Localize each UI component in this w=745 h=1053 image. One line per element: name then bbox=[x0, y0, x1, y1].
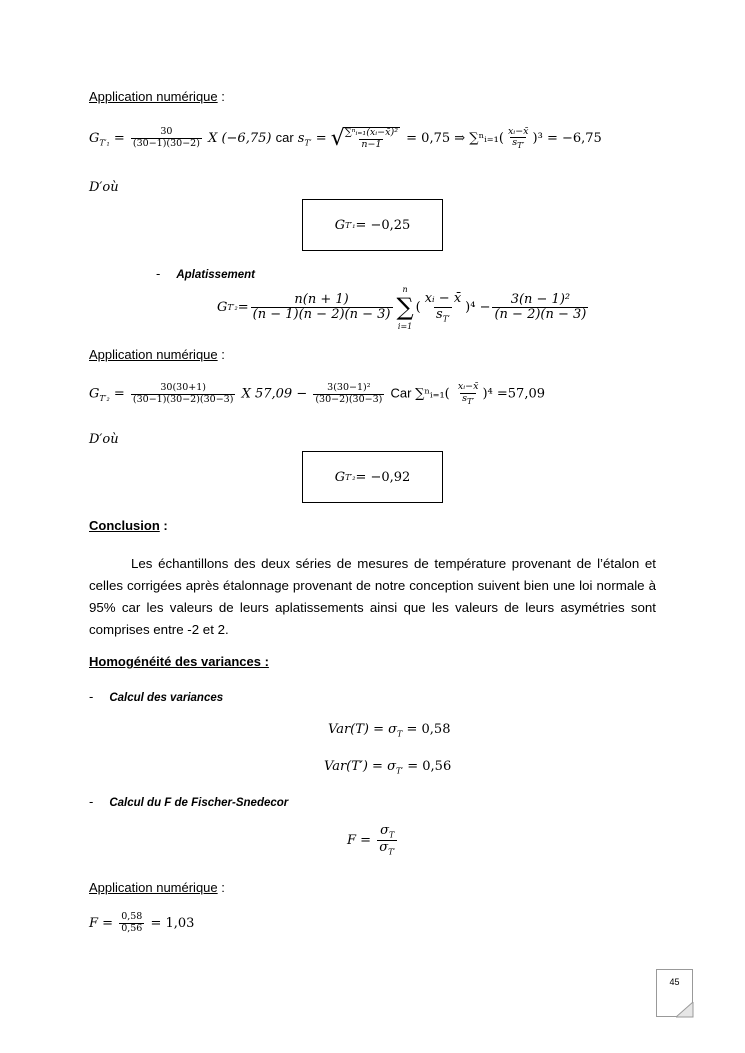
kurtosis-formula: G T′₂ = $\frac{n(n + 1)}{(n - 1)(n - 2)(n - 3)}$ n ∑ i=1 ( $\frac{\text{xᵢ − x̄}}{s_{T'}}$ )⁴ − $\frac{\text{3(n − 1)²}}{(n - 2)(n - 3)}$ bbox=[217, 285, 587, 331]
calc-f-item: - Calcul du F de Fischer-Snedecor bbox=[89, 794, 289, 809]
result-box-skewness: G T′₁ = −0,25 bbox=[302, 199, 443, 251]
equation-skewness-numeric: $G_{T'_1}$ = $\frac{30}{(30-1)(30-2)}$ X (−6,75) car $s_{T'}$ = √ $\frac{\text{∑ⁿᵢ₌₁(xᵢ−x̄)²}}{n-1}$ = 0,75 ⇒ ∑ⁿᵢ₌₁( $\frac{\text{xᵢ−x̄}}{s_{T'}}$ )³ = −6,75 bbox=[89, 125, 602, 151]
homogeneity-heading: Homogénéité des variances : bbox=[89, 654, 269, 669]
equation-kurtosis-numeric: $G_{T'_2}$ = $\frac{30(30+1)}{(30-1)(30-2)(30-3)}$ X 57,09 − $\frac{\text{3(30−1)²}}{(30-2)(30-3)}$ Car ∑ⁿᵢ₌₁( $\frac{\text{xᵢ−x̄}}{s_{T'}}$ )⁴ =57,09 bbox=[89, 381, 545, 406]
dou-label-1: D′où bbox=[89, 180, 119, 195]
calc-variances-item: - Calcul des variances bbox=[89, 689, 224, 704]
conclusion-paragraph: Les échantillons des deux séries de mesures de température provenant de l’étalon et celles corrigées après étalonnage provenant de notre conception suivent bien une loi normale à 95% car les valeurs de leurs aplatissements ainsi que les valeurs de leurs asymétries sont comprises entre -2 et 2. bbox=[89, 556, 656, 637]
page-number: 45 bbox=[656, 969, 693, 1017]
variance-t: $Var(T) = \sigma_T = 0,58$ bbox=[328, 722, 451, 739]
f-formula: F = $\frac{\sigma_T}{\sigma_{T'}}$ bbox=[347, 823, 396, 857]
page-curl-icon bbox=[676, 1002, 694, 1018]
aplatissement-item: - Aplatissement bbox=[156, 266, 255, 281]
f-numeric: F = $\frac{0,58}{0,56}$ = 1,03 bbox=[89, 911, 195, 934]
variance-t-prime: $Var(T') = \sigma_{T'} = 0,56$ bbox=[324, 759, 452, 776]
conclusion-heading: Conclusion : bbox=[89, 518, 168, 533]
result-box-kurtosis: G T′₂ = −0,92 bbox=[302, 451, 443, 503]
app-num-heading-1: Application numérique : bbox=[89, 89, 225, 104]
app-num-heading-2: Application numérique : bbox=[89, 347, 225, 362]
app-num-heading-3: Application numérique : bbox=[89, 880, 225, 895]
dou-label-2: D′où bbox=[89, 432, 119, 447]
